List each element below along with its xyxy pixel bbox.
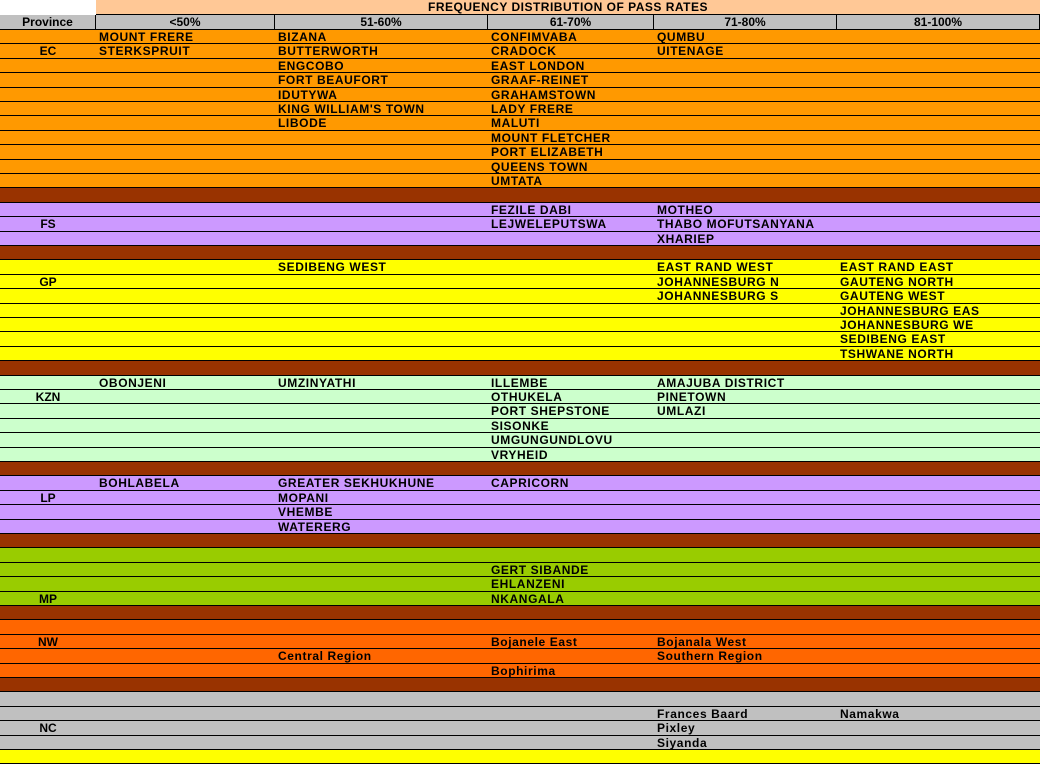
province-label: GP bbox=[39, 274, 57, 289]
district-cell: UMGUNGUNDLOVU bbox=[491, 433, 613, 448]
district-cell: Bojanala West bbox=[657, 634, 747, 649]
table-row bbox=[0, 736, 1040, 750]
column-header: 81-100% bbox=[837, 15, 1040, 30]
district-cell: MOUNT FLETCHER bbox=[491, 130, 611, 145]
district-cell: GRAAF-REINET bbox=[491, 73, 589, 88]
district-cell: TSHWANE NORTH bbox=[840, 346, 954, 361]
district-cell: EAST LONDON bbox=[491, 58, 585, 73]
district-cell: GRAHAMSTOWN bbox=[491, 87, 597, 102]
district-cell: JOHANNESBURG N bbox=[657, 274, 780, 289]
table-row bbox=[0, 520, 1040, 534]
district-cell: XHARIEP bbox=[657, 231, 715, 246]
district-cell: Siyanda bbox=[657, 735, 708, 750]
district-cell: Bophirima bbox=[491, 663, 556, 678]
district-cell: WATERERG bbox=[278, 519, 352, 534]
district-cell: STERKSPRUIT bbox=[99, 44, 191, 59]
district-cell: SISONKE bbox=[491, 418, 550, 433]
column-header: Province bbox=[0, 15, 96, 30]
district-cell: EAST RAND WEST bbox=[657, 260, 774, 275]
district-cell: CAPRICORN bbox=[491, 476, 570, 491]
column-header: 51-60% bbox=[275, 15, 488, 30]
district-cell: CRADOCK bbox=[491, 44, 557, 59]
district-cell: BUTTERWORTH bbox=[278, 44, 379, 59]
district-cell: ENGCOBO bbox=[278, 58, 345, 73]
table-row bbox=[0, 721, 1040, 735]
district-cell: LADY FRERE bbox=[491, 102, 574, 116]
district-cell: MOTHEO bbox=[657, 202, 714, 217]
table-title: FREQUENCY DISTRIBUTION OF PASS RATES bbox=[96, 0, 1040, 15]
separator-row bbox=[0, 246, 1040, 260]
district-cell: SEDIBENG EAST bbox=[840, 332, 946, 347]
district-cell: UMZINYATHI bbox=[278, 375, 356, 390]
district-cell: GAUTENG WEST bbox=[840, 289, 946, 304]
district-cell: CONFIMVABA bbox=[491, 30, 578, 44]
district-cell: SEDIBENG WEST bbox=[278, 260, 387, 275]
district-cell: UITENAGE bbox=[657, 44, 724, 59]
table-row bbox=[0, 505, 1040, 519]
district-cell: OBONJENI bbox=[99, 375, 167, 390]
table-row bbox=[0, 548, 1040, 562]
separator-row bbox=[0, 606, 1040, 620]
district-cell: GAUTENG NORTH bbox=[840, 274, 954, 289]
table-row bbox=[0, 491, 1040, 505]
district-cell: Southern Region bbox=[657, 649, 763, 664]
district-cell: ILLEMBE bbox=[491, 375, 548, 390]
province-label: NC bbox=[39, 721, 57, 736]
district-cell: MOUNT FRERE bbox=[99, 30, 194, 44]
bottom-row bbox=[0, 750, 1040, 764]
separator-row bbox=[0, 534, 1040, 548]
district-cell: JOHANNESBURG EAS bbox=[840, 303, 980, 318]
district-cell: QUEENS TOWN bbox=[491, 159, 589, 174]
column-header: <50% bbox=[96, 15, 275, 30]
district-cell: THABO MOFUTSANYANA bbox=[657, 217, 815, 232]
district-cell: MALUTI bbox=[491, 116, 540, 131]
table-row bbox=[0, 620, 1040, 634]
province-label: NW bbox=[38, 634, 58, 649]
district-cell: VHEMBE bbox=[278, 505, 333, 520]
column-header: 61-70% bbox=[488, 15, 654, 30]
table-row bbox=[0, 232, 1040, 246]
district-cell: EHLANZENI bbox=[491, 577, 566, 592]
district-cell: OTHUKELA bbox=[491, 390, 563, 404]
district-cell: UMLAZI bbox=[657, 404, 706, 419]
table-row bbox=[0, 649, 1040, 663]
district-cell: VRYHEID bbox=[491, 447, 549, 462]
district-cell: QUMBU bbox=[657, 30, 706, 44]
district-cell: Namakwa bbox=[840, 706, 900, 721]
province-label: LP bbox=[40, 490, 56, 505]
table-row bbox=[0, 692, 1040, 706]
district-cell: PORT SHEPSTONE bbox=[491, 404, 610, 419]
district-cell: PINETOWN bbox=[657, 390, 727, 404]
district-cell: IDUTYWA bbox=[278, 87, 338, 102]
district-cell: BIZANA bbox=[278, 30, 327, 44]
district-cell: LEJWELEPUTSWA bbox=[491, 217, 607, 232]
district-cell: KING WILLIAM'S TOWN bbox=[278, 102, 425, 116]
district-cell: PORT ELIZABETH bbox=[491, 145, 604, 160]
province-label: EC bbox=[39, 44, 57, 59]
district-cell: GERT SIBANDE bbox=[491, 562, 589, 577]
district-cell: UMTATA bbox=[491, 174, 543, 188]
district-cell: Frances Baard bbox=[657, 706, 749, 721]
separator-row bbox=[0, 361, 1040, 375]
province-label: MP bbox=[39, 591, 57, 606]
district-cell: EAST RAND EAST bbox=[840, 260, 954, 275]
district-cell: NKANGALA bbox=[491, 591, 565, 606]
district-cell: FEZILE DABI bbox=[491, 202, 572, 217]
district-cell: GREATER SEKHUKHUNE bbox=[278, 476, 435, 491]
separator-row bbox=[0, 462, 1040, 476]
district-cell: Central Region bbox=[278, 649, 372, 664]
district-cell: AMAJUBA DISTRICT bbox=[657, 375, 785, 390]
province-label: KZN bbox=[35, 390, 61, 404]
district-cell: MOPANI bbox=[278, 490, 329, 505]
separator-row bbox=[0, 678, 1040, 692]
district-cell: LIBODE bbox=[278, 116, 327, 131]
district-cell: BOHLABELA bbox=[99, 476, 180, 491]
district-cell: JOHANNESBURG S bbox=[657, 289, 779, 304]
separator-row bbox=[0, 188, 1040, 202]
district-cell: Bojanele East bbox=[491, 634, 578, 649]
province-label: FS bbox=[40, 217, 56, 232]
district-cell: Pixley bbox=[657, 721, 696, 736]
table-corner bbox=[0, 0, 96, 15]
district-cell: FORT BEAUFORT bbox=[278, 73, 389, 88]
column-header: 71-80% bbox=[654, 15, 837, 30]
district-cell: JOHANNESBURG WE bbox=[840, 318, 974, 332]
